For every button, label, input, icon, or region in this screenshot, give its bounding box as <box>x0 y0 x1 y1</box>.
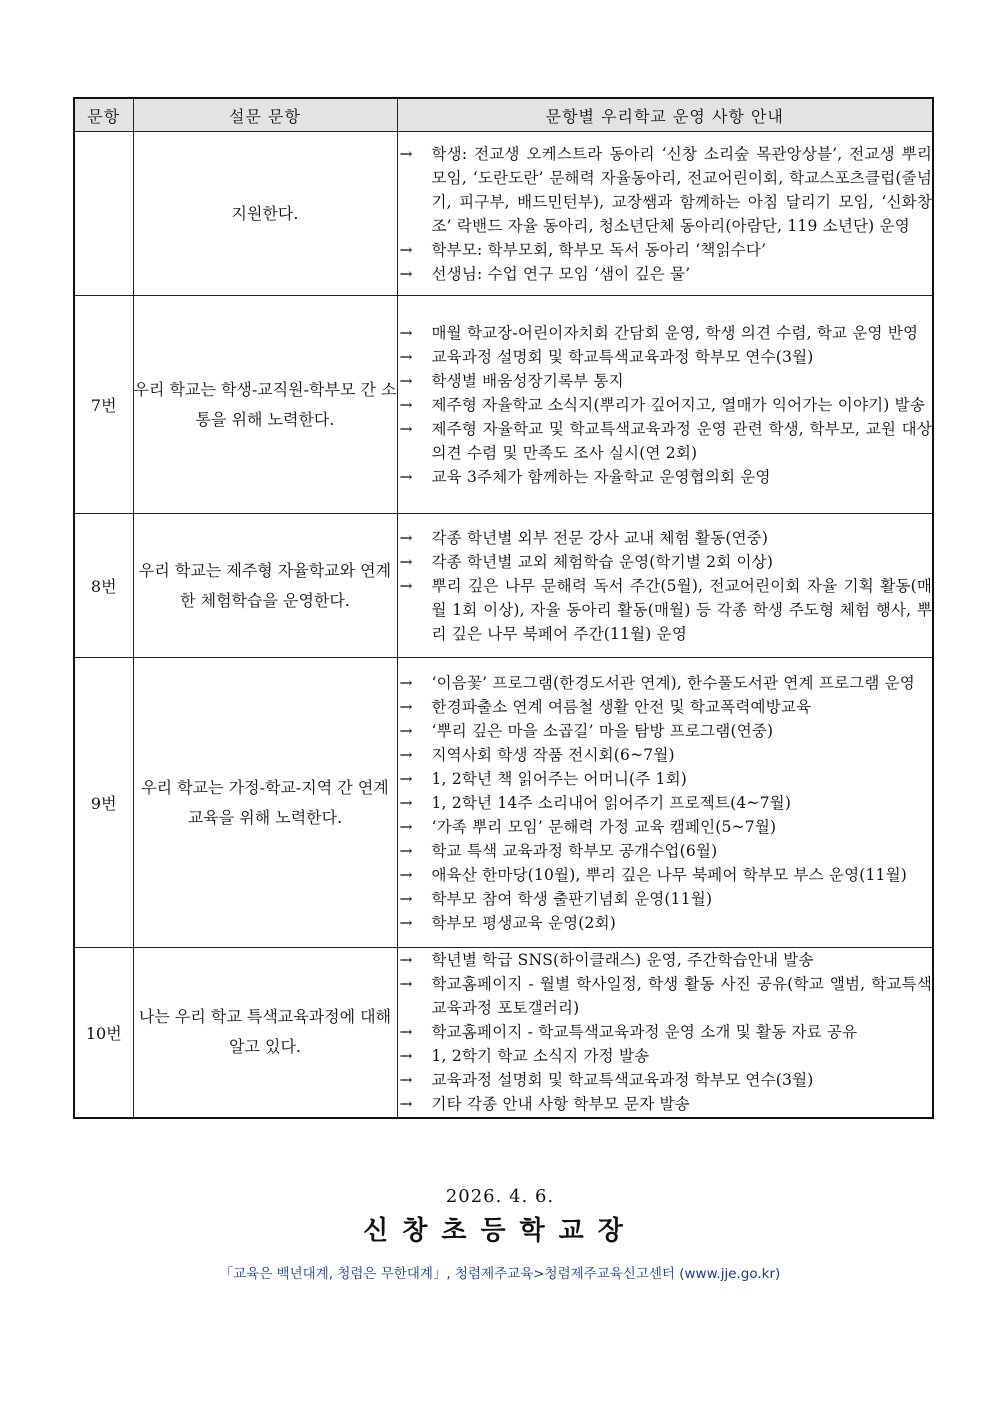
arrow-icon: → <box>399 467 413 486</box>
item-text: 선생님: 수업 연구 모임 ‘샘이 깊은 물’ <box>431 264 691 283</box>
item-text: 교육과정 설명회 및 학교특색교육과정 학부모 연수(3월) <box>431 347 814 366</box>
operations-list <box>398 526 933 646</box>
list-item <box>398 1020 933 1044</box>
table-row <box>74 296 933 514</box>
arrow-icon: → <box>399 264 413 283</box>
arrow-icon: → <box>399 347 413 366</box>
arrow-icon: → <box>399 1095 413 1114</box>
header-number: 문항 <box>74 98 133 132</box>
list-item <box>398 574 933 646</box>
item-text: 교육 3주체가 함께하는 자율학교 운영협의회 운영 <box>431 467 771 486</box>
table-row <box>74 514 933 658</box>
arrow-icon: → <box>399 721 413 740</box>
row-number <box>74 132 133 296</box>
list-item <box>398 417 933 465</box>
header-operations: 문항별 우리학교 운영 사항 안내 <box>397 98 933 132</box>
list-item <box>398 911 933 935</box>
item-text: 학교홈페이지 - 학교특색교육과정 운영 소개 및 활동 자료 공유 <box>431 1023 858 1042</box>
item-text: ‘이음꽃’ 프로그램(한경도서관 연계), 한수풀도서관 연계 프로그램 운영 <box>431 673 915 692</box>
item-text: 1, 2학년 14주 소리내어 읽어주기 프로젝트(4~7월) <box>431 793 792 812</box>
table-row <box>74 132 933 296</box>
arrow-icon: → <box>399 240 413 259</box>
arrow-icon: → <box>399 793 413 812</box>
list-item <box>398 393 933 417</box>
list-item <box>398 262 933 286</box>
signer-name: 신창초등학교장 <box>363 1216 637 1246</box>
row-number: 9번 <box>74 658 133 948</box>
arrow-icon: → <box>399 865 413 884</box>
list-item <box>398 767 933 791</box>
list-item <box>398 369 933 393</box>
arrow-icon: → <box>399 395 413 414</box>
list-item <box>398 863 933 887</box>
arrow-icon: → <box>399 913 413 932</box>
row-operations <box>397 514 933 658</box>
list-item <box>398 719 933 743</box>
list-item <box>398 743 933 767</box>
row-question: 지원한다. <box>133 132 397 296</box>
operations-list <box>398 671 933 935</box>
list-item <box>398 142 933 238</box>
row-number: 10번 <box>74 948 133 1118</box>
arrow-icon: → <box>399 841 413 860</box>
arrow-icon: → <box>399 745 413 764</box>
table-header <box>74 98 933 132</box>
list-item <box>398 1092 933 1116</box>
arrow-icon: → <box>399 889 413 908</box>
list-item <box>398 1068 933 1092</box>
row-question: 우리 학교는 학생-교직원-학부모 간 소통을 위해 노력한다. <box>133 296 397 514</box>
list-item <box>398 238 933 262</box>
item-text: 매월 학교장-어린이자치회 간담회 운영, 학생 의견 수렴, 학교 운영 반영 <box>431 323 919 342</box>
list-item <box>398 791 933 815</box>
list-item <box>398 321 933 345</box>
table-row <box>74 948 933 1118</box>
header-question: 설문 문항 <box>133 98 397 132</box>
item-text: 학부모 참여 학생 출판기념회 운영(11월) <box>431 889 713 908</box>
survey-table <box>73 97 934 1119</box>
operations-list <box>398 948 933 1116</box>
item-text: 제주형 자율학교 및 학교특색교육과정 운영 관련 학생, 학부모, 교원 대상 의견 수렴 및 만족도 조사 실시(연 2회) <box>431 419 932 462</box>
list-item <box>398 948 933 972</box>
arrow-icon: → <box>399 528 413 547</box>
item-text: 학년별 학급 SNS(하이클래스) 운영, 주간학습안내 발송 <box>431 951 814 970</box>
arrow-icon: → <box>399 552 413 571</box>
document-date: 2026. 4. 6. <box>445 1186 555 1207</box>
list-item <box>398 465 933 489</box>
list-item <box>398 345 933 369</box>
arrow-icon: → <box>399 1071 413 1090</box>
item-text: 학부모 평생교육 운영(2회) <box>431 913 617 932</box>
integrity-slogan: 「교육은 백년대계, 청렴은 무한대계」, 청렴제주교육>청렴제주교육신고센터 (www.jje.go.kr) <box>219 1266 781 1282</box>
operations-list <box>398 321 933 489</box>
arrow-icon: → <box>399 1047 413 1066</box>
arrow-icon: → <box>399 975 413 994</box>
item-text: 학교홈페이지 - 월별 학사일정, 학생 활동 사진 공유(학교 앨범, 학교특색교육과정 포토갤러리) <box>431 975 932 1018</box>
list-item <box>398 815 933 839</box>
arrow-icon: → <box>399 951 413 970</box>
row-question: 우리 학교는 제주형 자율학교와 연계한 체험학습을 운영한다. <box>133 514 397 658</box>
operations-list <box>398 142 933 286</box>
list-item <box>398 972 933 1020</box>
item-text: 1, 2학기 학교 소식지 가정 발송 <box>431 1047 650 1066</box>
item-text: 뿌리 깊은 나무 문해력 독서 주간(5월), 전교어린이회 자율 기획 활동(매월 1회 이상), 자율 동아리 활동(매월) 등 각종 학생 주도형 체험 행사, 뿌리 깊은 나무 북페어 주간(11월) 운영 <box>431 576 932 643</box>
arrow-icon: → <box>399 419 413 438</box>
arrow-icon: → <box>399 576 413 595</box>
item-text: 기타 각종 안내 사항 학부모 문자 발송 <box>431 1095 690 1114</box>
item-text: 지역사회 학생 작품 전시회(6~7월) <box>431 745 675 764</box>
table-body <box>74 132 933 1118</box>
list-item <box>398 695 933 719</box>
arrow-icon: → <box>399 144 413 163</box>
item-text: 교육과정 설명회 및 학교특색교육과정 학부모 연수(3월) <box>431 1071 814 1090</box>
row-number: 8번 <box>74 514 133 658</box>
row-operations <box>397 658 933 948</box>
item-text: ‘가족 뿌리 모임’ 문해력 가정 교육 캠페인(5~7월) <box>431 817 777 836</box>
list-item <box>398 839 933 863</box>
item-text: 학교 특색 교육과정 학부모 공개수업(6월) <box>431 841 718 860</box>
table-row <box>74 658 933 948</box>
item-text: 한경파출소 연계 여름철 생활 안전 및 학교폭력예방교육 <box>431 697 812 716</box>
arrow-icon: → <box>399 673 413 692</box>
arrow-icon: → <box>399 371 413 390</box>
item-text: 각종 학년별 교외 체험학습 운영(학기별 2회 이상) <box>431 552 774 571</box>
item-text: ‘뿌리 깊은 마을 소곱길’ 마을 탐방 프로그램(연중) <box>431 721 774 740</box>
arrow-icon: → <box>399 1023 413 1042</box>
arrow-icon: → <box>399 323 413 342</box>
item-text: 애육산 한마당(10월), 뿌리 깊은 나무 북페어 학부모 부스 운영(11월) <box>431 865 908 884</box>
item-text: 각종 학년별 외부 전문 강사 교내 체험 활동(연중) <box>431 528 769 547</box>
arrow-icon: → <box>399 769 413 788</box>
list-item <box>398 550 933 574</box>
arrow-icon: → <box>399 817 413 836</box>
row-question: 나는 우리 학교 특색교육과정에 대해 알고 있다. <box>133 948 397 1118</box>
item-text: 학생: 전교생 오케스트라 동아리 ‘신창 소리숲 목관앙상블’, 전교생 뿌리 모임, ‘도란도란’ 문해력 자율동아리, 전교어린이회, 학교스포츠클럽(줄넘기, 피구부, 배드민턴부), 교장쌤과 함께하는 아침 달리기 모임, ‘신화창조’ 락밴드 자율 동아리, 청소년단체 동아리(아람단, 119 소년단) 운영 <box>431 144 932 235</box>
list-item <box>398 671 933 695</box>
item-text: 1, 2학년 책 읽어주는 어머니(주 1회) <box>431 769 688 788</box>
row-operations <box>397 132 933 296</box>
item-text: 제주형 자율학교 소식지(뿌리가 깊어지고, 열매가 익어가는 이야기) 발송 <box>431 395 926 414</box>
list-item <box>398 887 933 911</box>
list-item <box>398 1044 933 1068</box>
row-question: 우리 학교는 가정-학교-지역 간 연계 교육을 위해 노력한다. <box>133 658 397 948</box>
row-number: 7번 <box>74 296 133 514</box>
item-text: 학생별 배움성장기록부 통지 <box>431 371 624 390</box>
item-text: 학부모: 학부모회, 학부모 독서 동아리 ‘책읽수다’ <box>431 240 767 259</box>
list-item <box>398 526 933 550</box>
row-operations <box>397 296 933 514</box>
arrow-icon: → <box>399 697 413 716</box>
row-operations <box>397 948 933 1118</box>
